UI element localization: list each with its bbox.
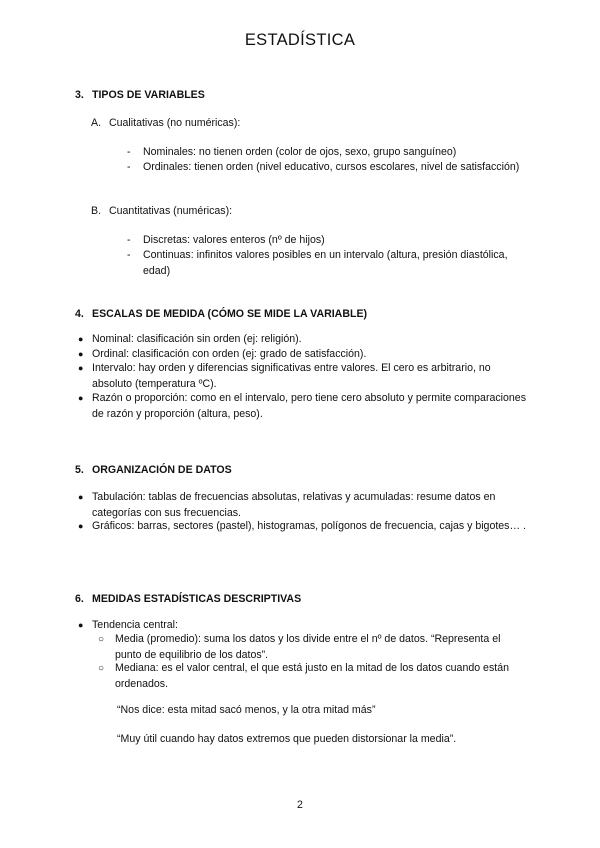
- group-b-marker: B.: [91, 205, 102, 217]
- sub-list-item-text: Mediana: es el valor central, el que está justo en la mitad de los datos cuando están ordenados.: [115, 662, 509, 690]
- section-5-title: ORGANIZACIÓN DE DATOS: [92, 464, 232, 476]
- section-5-number: 5.: [75, 464, 84, 476]
- section-4-number: 4.: [75, 308, 84, 320]
- section-3-number: 3.: [75, 89, 84, 101]
- group-b-label: Cuantitativas (numéricas):: [109, 205, 233, 217]
- bullet-marker: ●: [78, 334, 84, 344]
- list-item-text: Razón o proporción: como en el intervalo, pero tiene cero absoluto y permite comparaciones de razón y proporción (altura, peso).: [92, 392, 526, 420]
- list-item-text: Nominal: clasificación sin orden (ej: religión).: [92, 333, 302, 345]
- bullet-marker: ●: [78, 393, 84, 403]
- page-title: ESTADÍSTICA: [244, 31, 356, 49]
- list-item-text: Discretas: valores enteros (nº de hijos): [143, 234, 325, 246]
- dash-marker: -: [127, 161, 131, 173]
- group-a-marker: A.: [91, 117, 102, 129]
- dash-marker: -: [127, 146, 131, 158]
- dash-marker: -: [127, 234, 131, 246]
- circle-marker: ○: [98, 634, 105, 645]
- quote-text: “Muy útil cuando hay datos extremos que pueden distorsionar la media”.: [117, 733, 457, 745]
- bullet-marker: ●: [78, 521, 84, 531]
- list-item-text: Nominales: no tienen orden (color de ojos, sexo, grupo sanguíneo): [143, 146, 457, 158]
- section-3-title: TIPOS DE VARIABLES: [92, 89, 205, 101]
- section-6-title: MEDIDAS ESTADÍSTICAS DESCRIPTIVAS: [92, 593, 302, 605]
- section-6-number: 6.: [75, 593, 84, 605]
- section-3-heading: [75, 88, 205, 104]
- list-item-text: Ordinal: clasificación con orden (ej: grado de satisfacción).: [92, 348, 367, 360]
- group-a-label: Cualitativas (no numéricas):: [109, 117, 241, 129]
- list-item-text: Continuas: infinitos valores posibles en un intervalo (altura, presión diastólica, edad): [143, 249, 508, 277]
- section-6-heading: [75, 592, 301, 608]
- list-item-text: Gráficos: barras, sectores (pastel), histogramas, polígonos de frecuencia, cajas y bigotes… .: [92, 520, 526, 532]
- sub-list-item-text: Media (promedio): suma los datos y los divide entre el nº de datos. “Representa el punto de equilibrio de los datos”.: [115, 633, 501, 661]
- list-item-text: Ordinales: tienen orden (nivel educativo, cursos escolares, nivel de satisfacción): [143, 161, 520, 173]
- section-5-heading: [75, 463, 232, 479]
- bullet-marker: ●: [78, 363, 84, 373]
- bullet-marker: ●: [78, 349, 84, 359]
- dash-marker: -: [127, 249, 131, 261]
- list-item-text: Intervalo: hay orden y diferencias significativas entre valores. El cero es arbitrario, no absoluto (temperatura ºC).: [92, 362, 491, 390]
- list-item-text: Tabulación: tablas de frecuencias absolutas, relativas y acumuladas: resume datos en categorías con sus frecuencias.: [92, 491, 496, 519]
- quote-text: “Nos dice: esta mitad sacó menos, y la otra mitad más”: [117, 704, 376, 716]
- section-4-title: ESCALAS DE MEDIDA (CÓMO SE MIDE LA VARIABLE): [92, 308, 368, 320]
- page-number: 2: [297, 799, 303, 811]
- list-item-text: Tendencia central:: [92, 619, 178, 631]
- bullet-marker: ●: [78, 620, 84, 630]
- bullet-marker: ●: [78, 492, 84, 502]
- circle-marker: ○: [98, 663, 105, 674]
- section-4-heading: [75, 307, 367, 323]
